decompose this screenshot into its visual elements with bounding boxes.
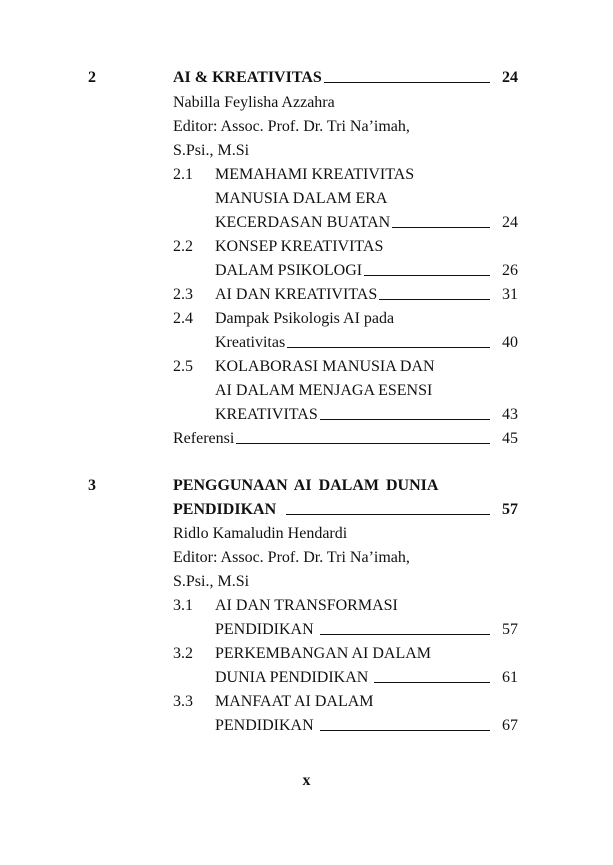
section-number: 3.3 [173,693,193,710]
section-title-line: PENDIDIKAN [215,621,314,638]
section-title-line: Dampak Psikologis AI pada [215,310,395,327]
leader-line [379,283,490,300]
section-number: 2.3 [173,286,193,303]
section-title-line: PERKEMBANGAN AI DALAM [215,645,432,662]
section-entry-2-2[interactable] [215,259,518,283]
chapter-title: AI & KREATIVITAS [173,69,322,86]
section-number: 2.4 [173,310,193,327]
section-title-line: AI DAN TRANSFORMASI [215,597,398,614]
chapter-title-row[interactable] [173,498,518,522]
section-title-line: MANUSIA DALAM ERA [215,190,388,207]
leader-line [320,618,490,635]
section-number: 2.2 [173,238,193,255]
section-page: 43 [502,406,518,423]
chapter-editor: Editor: Assoc. Prof. Dr. Tri Na’imah, [173,549,410,566]
section-number: 3.1 [173,597,193,614]
section-entry-3-2[interactable] [215,666,518,690]
reference-entry[interactable] [173,427,518,451]
leader-line [364,259,490,276]
section-title-line: AI DAN KREATIVITAS [215,286,378,303]
section-title-line: DUNIA PENDIDIKAN [215,669,369,686]
section-title-line: KONSEP KREATIVITAS [215,238,384,255]
chapter-editor-cont: S.Psi., M.Si [173,142,250,159]
chapter-number: 3 [88,477,96,494]
section-page: 40 [502,334,518,351]
leader-line [286,498,490,515]
chapter-title-cont: PENDIDIKAN [173,501,277,518]
chapter-author: Nabilla Feylisha Azzahra [173,94,335,111]
section-title-line: AI DALAM MENJAGA ESENSI [215,382,433,399]
section-title-line: MANFAAT AI DALAM [215,693,374,710]
section-page: 57 [502,621,518,638]
chapter-editor-cont: S.Psi., M.Si [173,573,250,590]
section-entry-2-5[interactable] [215,403,518,427]
section-page: 67 [502,717,518,734]
chapter-title: PENGGUNAAN AI DALAM DUNIA [173,477,439,494]
section-page: 26 [502,262,518,279]
section-number: 3.2 [173,645,193,662]
section-page: 24 [502,214,518,231]
chapter-title-row[interactable] [173,66,518,90]
leader-line [320,403,490,420]
reference-page: 45 [502,430,518,447]
chapter-editor: Editor: Assoc. Prof. Dr. Tri Na’imah, [173,118,410,135]
leader-line [236,427,490,444]
section-title-line: MEMAHAMI KREATIVITAS [215,166,415,183]
section-title-line: Kreativitas [215,334,286,351]
leader-line [392,211,490,228]
section-number: 2.1 [173,166,193,183]
leader-line [320,714,490,731]
reference-label: Referensi [173,430,235,447]
leader-line [324,66,490,83]
section-title-line: KOLABORASI MANUSIA DAN [215,358,435,375]
section-title-line: KECERDASAN BUATAN [215,214,391,231]
section-entry-3-1[interactable] [215,618,518,642]
leader-line [374,666,490,683]
chapter-page: 57 [502,501,518,518]
section-entry-2-3[interactable] [215,283,518,307]
section-page: 31 [502,286,518,303]
section-page: 61 [502,669,518,686]
section-entry-2-4[interactable] [215,331,518,355]
section-entry-2-1[interactable] [215,211,518,235]
section-title-line: KREATIVITAS [215,406,318,423]
section-number: 2.5 [173,358,193,375]
section-entry-3-3[interactable] [215,714,518,738]
leader-line [287,331,490,348]
section-title-line: DALAM PSIKOLOGI [215,262,363,279]
chapter-page: 24 [502,69,518,86]
chapter-author: Ridlo Kamaludin Hendardi [173,525,348,542]
chapter-number: 2 [88,69,96,86]
section-title-line: PENDIDIKAN [215,717,314,734]
page-number: x [302,772,311,789]
